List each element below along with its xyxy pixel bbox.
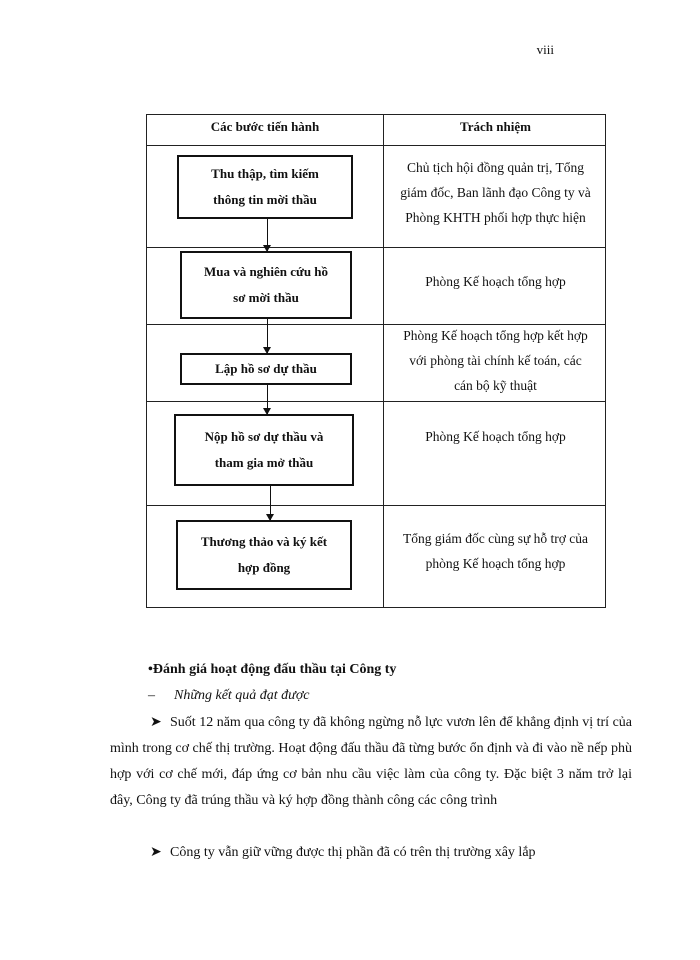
row-divider [147,505,605,506]
header-divider [147,145,605,146]
section-heading [148,662,396,678]
flow-arrow [270,486,271,520]
row-divider [147,247,605,248]
bullet-dot-icon: • [148,662,153,677]
responsibility-negotiate-contract: Tổng giám đốc cùng sự hỗ trợ của phòng Kế hoạch tổng hợp [402,531,589,571]
responsibility-prepare-bid: Phòng Kế hoạch tổng hợp kết hợp với phòng tài chính kế toán, các cán bộ kỹ thuật [403,328,588,393]
body-paragraph [110,710,632,814]
step-box-prepare-bid: Lập hồ sơ dự thầu [180,353,352,385]
responsibility-buy-documents: Phòng Kế hoạch tổng hợp [425,274,566,289]
subsection-title: Những kết quả đạt được [174,688,310,703]
step-box-submit-bid: Nộp hồ sơ dự thầu và tham gia mở thầu [174,414,354,486]
step-box-buy-documents: Mua và nghiên cứu hồ sơ mời thầu [180,251,352,319]
subsection-heading [148,688,310,704]
paragraph-text: Công ty vẫn giữ vững được thị phần đã có trên thị trường xây lắp [170,845,536,860]
arrow-bullet-icon: ➤ [150,845,162,860]
flow-arrow [267,385,268,414]
bidding-process-table [146,114,606,608]
step-box-collect-info: Thu thập, tìm kiếm thông tin mời thầu [177,155,353,219]
flow-arrow [267,219,268,251]
dash-icon: – [148,688,155,703]
step-box-negotiate-contract: Thương thảo và ký kết hợp đồng [176,520,352,590]
responsibility-submit-bid: Phòng Kế hoạch tổng hợp [425,429,566,444]
flow-arrow [267,319,268,353]
header-responsibility: Trách nhiệm [460,119,531,134]
paragraph-text: Suốt 12 năm qua công ty đã không ngừng nỗ lực vươn lên để khẳng định vị trí của mình trong cơ chế thị trường. Hoạt động đấu thầu đã từng bước ổn định và đi vào nề nếp phù hợp với cơ chế mới, đáp ứng cơ bản nhu cầu việc làm của công ty. Đặc biệt 3 năm trở lại đây, Công ty đã trúng thầu và ký hợp đồng thành công các công trình [110,715,632,808]
section-title: Đánh giá hoạt động đấu thầu tại Công ty [152,662,397,677]
body-paragraph [110,840,632,866]
row-divider [147,401,605,402]
responsibility-collect-info: Chủ tịch hội đồng quản trị, Tổng giám đốc, Ban lãnh đạo Công ty và Phòng KHTH phối hợp thực hiện [400,160,591,225]
header-steps: Các bước tiến hành [210,119,320,134]
arrow-bullet-icon: ➤ [150,715,162,730]
page-number: viii [536,42,554,57]
